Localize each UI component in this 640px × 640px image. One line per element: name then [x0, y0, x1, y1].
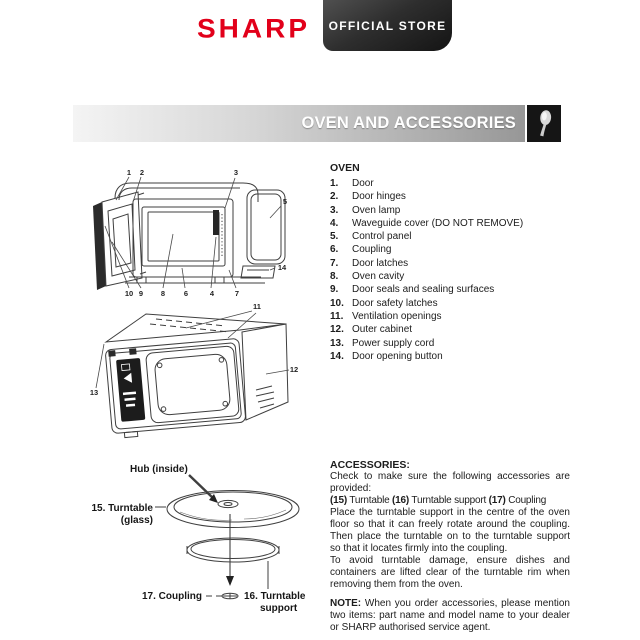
turntable-drawing	[155, 475, 299, 599]
turntable-glass-label-2: (glass)	[120, 515, 153, 526]
callout-waveguide: 4	[209, 289, 215, 298]
callout-latches: 7	[234, 289, 240, 298]
oven-exploded-diagram	[85, 162, 310, 312]
callout-cavity: 8	[160, 289, 166, 298]
spoon-icon	[535, 109, 554, 139]
list-item: 3. Oven lamp	[330, 204, 401, 216]
list-item: 13. Power supply cord	[330, 337, 435, 349]
accessories-note: NOTE: When you order accessories, please mention two items: part name and model name to your dealer or SHARP authorised service agent.	[330, 598, 570, 633]
callout-coupling: 6	[183, 289, 189, 298]
sharp-logo: SHARP	[197, 13, 311, 44]
oven-open-drawing	[93, 183, 288, 290]
accessories-paragraph-2: To avoid turntable damage, ensure dishes and containers are lifted clear of the turntable rim when removing them from the oven.	[330, 555, 570, 590]
hub-label: Hub (inside)	[130, 464, 188, 475]
note-label: NOTE:	[330, 598, 362, 609]
callout-control-panel: 5	[282, 197, 288, 206]
oven-closed-diagram	[80, 298, 315, 446]
accessories-intro: Check to make sure the following accessories are provided:	[330, 471, 570, 494]
list-item: 10. Door safety latches	[330, 297, 438, 309]
list-item: 6. Coupling	[330, 244, 392, 256]
accessories-heading: ACCESSORIES:	[330, 459, 410, 471]
callout-outer-cabinet: 12	[289, 365, 299, 374]
callout-power-cord: 13	[89, 388, 99, 397]
callout-door: 1	[126, 168, 132, 177]
support-label: 16. Turntable	[244, 591, 306, 602]
coupling-label: 17. Coupling	[142, 591, 202, 602]
list-item: 5. Control panel	[330, 231, 412, 243]
callout-lamp: 3	[233, 168, 239, 177]
section-header-bar	[73, 105, 525, 142]
utensil-icon-box	[527, 105, 561, 142]
callout-open-button: 14	[277, 263, 287, 272]
callout-hinges: 2	[139, 168, 145, 177]
turntable-diagram	[78, 450, 330, 640]
oven-heading: OVEN	[330, 162, 360, 174]
callout-seals: 9	[138, 289, 144, 298]
accessories-section	[330, 459, 570, 634]
callout-safety-latches: 10	[124, 289, 134, 298]
list-item: 4. Waveguide cover (DO NOT REMOVE)	[330, 217, 524, 229]
list-item: 9. Door seals and sealing surfaces	[330, 284, 495, 296]
turntable-glass-label: 15. Turntable	[91, 503, 153, 514]
oven-parts-section	[330, 162, 570, 363]
oven-parts-list	[330, 177, 570, 363]
list-item: 1. Door	[330, 178, 374, 189]
list-item: 8. Oven cavity	[330, 271, 405, 283]
official-store-label: OFFICIAL STORE	[328, 18, 447, 33]
list-item: 2. Door hinges	[330, 191, 406, 203]
oven-closed-drawing	[105, 314, 288, 439]
official-store-badge	[323, 0, 452, 51]
accessories-paragraph-1: Place the turntable support in the centre of the oven floor so that it can freely rotate around the coupling. Then place the turntable on to the turntable support so that it locates firmly into the coupling.	[330, 507, 570, 554]
support-label-2: support	[260, 603, 298, 614]
list-item: 7. Door latches	[330, 257, 409, 269]
list-item: 12. Outer cabinet	[330, 324, 413, 336]
list-item: 11. Ventilation openings	[330, 310, 442, 322]
provided-items-line: (15) Turntable (16) Turntable support (17) Coupling	[330, 495, 547, 506]
callout-ventilation: 11	[253, 302, 261, 311]
list-item: 14. Door opening button	[330, 350, 443, 362]
section-title: OVEN AND ACCESSORIES	[301, 114, 516, 132]
